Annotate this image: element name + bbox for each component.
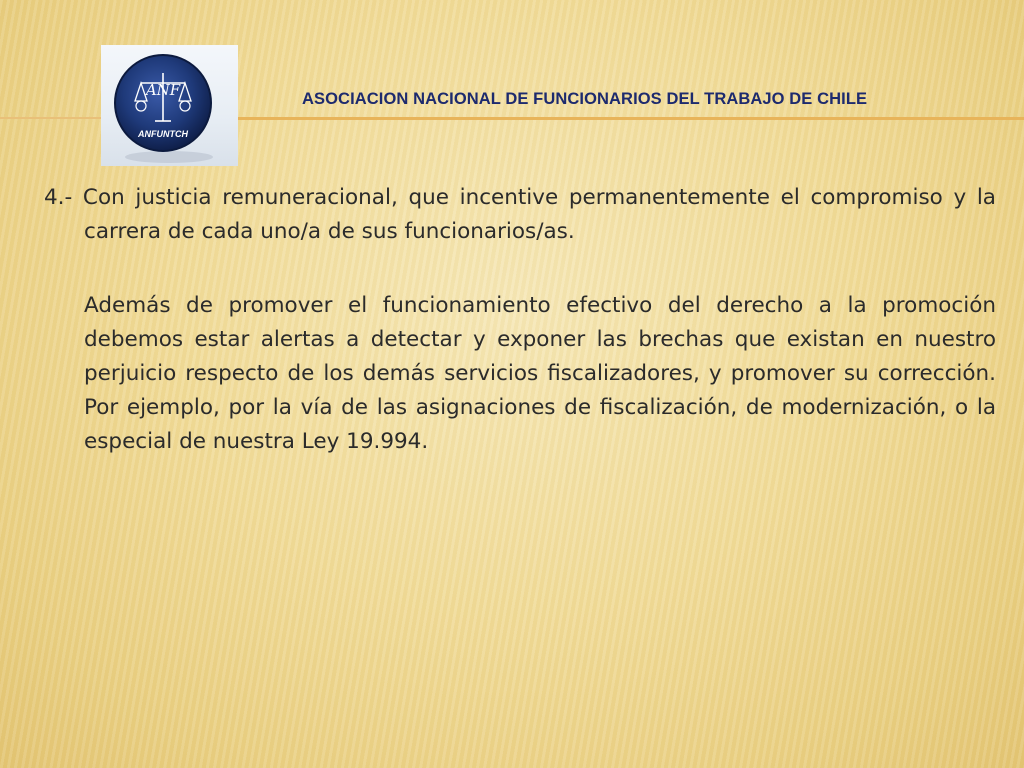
header-rule <box>238 117 1024 120</box>
anfuntch-logo <box>101 45 238 166</box>
header-rule-left <box>0 117 101 119</box>
paragraph-promocion-brechas: Además de promover el funcionamiento efectivo del derecho a la promoción debemos estar alertas a detectar y exponer las brechas que existan en nuestro perjuicio respecto de los demás servicios fiscalizadores, y promover su corrección. Por ejemplo, por la vía de las asignaciones de fiscalización, de modernización, o la especial de nuestra Ley 19.994. <box>84 293 996 454</box>
logo-text: ANFUNTCH <box>138 129 188 139</box>
header-title: ASOCIACION NACIONAL DE FUNCIONARIOS DEL TRABAJO DE CHILE <box>302 90 868 108</box>
logo-emblem <box>101 45 238 166</box>
paragraph-justicia-remuneracional: 4.- Con justicia remuneracional, que incentive permanentemente el compromiso y la carrera de cada uno/a de sus funcionarios/as. <box>44 185 996 244</box>
logo-monogram: ANF <box>145 81 181 99</box>
slide-body <box>44 181 996 459</box>
